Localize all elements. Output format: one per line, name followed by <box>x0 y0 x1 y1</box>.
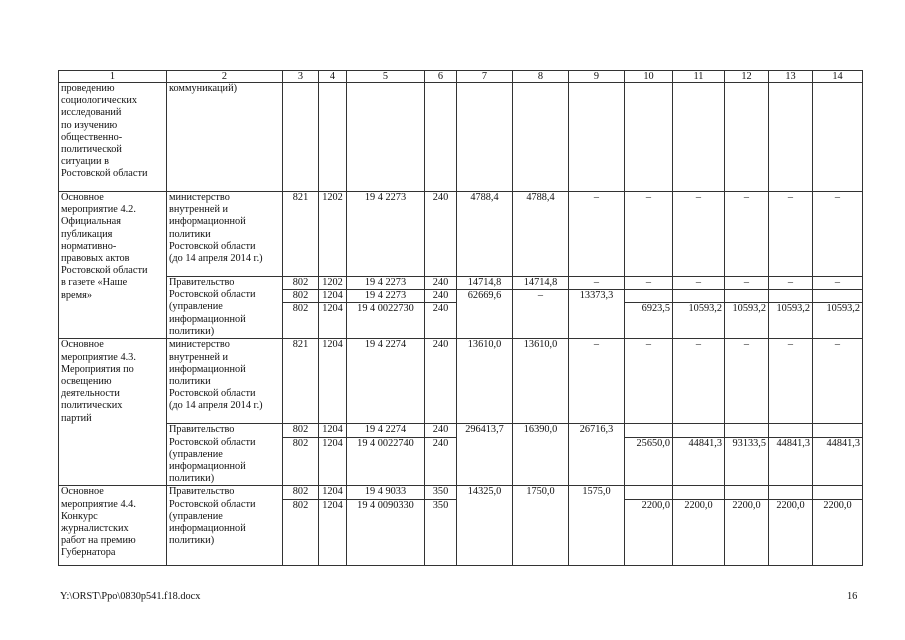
rzpr-cell: 1204 <box>319 290 347 303</box>
value-cell: 14325,0 <box>457 486 513 565</box>
value-cell: 10593,2 <box>813 303 863 339</box>
grbs-cell: 802 <box>283 486 319 499</box>
header-cell: 3 <box>283 71 319 83</box>
value-cell: – <box>813 339 863 424</box>
table-row <box>59 486 863 499</box>
header-row <box>59 71 863 83</box>
value-cell: 2200,0 <box>625 499 673 565</box>
vr-cell: 350 <box>425 486 457 499</box>
grbs-cell: 802 <box>283 290 319 303</box>
value-cell: 1575,0 <box>569 486 625 565</box>
value-cell: 13610,0 <box>457 339 513 424</box>
value-cell: – <box>769 339 813 424</box>
csr-cell: 19 4 2273 <box>347 192 425 277</box>
grbs-cell: 802 <box>283 424 319 437</box>
header-cell: 13 <box>769 71 813 83</box>
value-cell: 13610,0 <box>513 339 569 424</box>
rzpr-cell: 1204 <box>319 437 347 486</box>
value-cell: 44841,3 <box>769 437 813 486</box>
value-cell: – <box>673 192 725 277</box>
csr-cell: 19 4 0090330 <box>347 499 425 565</box>
value-cell: 2200,0 <box>813 499 863 565</box>
value-cell: 4788,4 <box>513 192 569 277</box>
value-cell: 44841,3 <box>813 437 863 486</box>
grbs-cell: 821 <box>283 192 319 277</box>
rzpr-cell: 1204 <box>319 486 347 499</box>
grbs-cell: 802 <box>283 499 319 565</box>
value-cell: – <box>569 277 625 290</box>
value-cell: 1750,0 <box>513 486 569 565</box>
csr-cell: 19 4 2274 <box>347 424 425 437</box>
executor: коммуникаций) <box>167 83 283 192</box>
header-cell: 2 <box>167 71 283 83</box>
csr-cell: 19 4 2273 <box>347 290 425 303</box>
vr-cell: 240 <box>425 303 457 339</box>
value-cell: – <box>813 192 863 277</box>
vr-cell: 240 <box>425 192 457 277</box>
value-cell: 2200,0 <box>769 499 813 565</box>
table-row <box>59 277 863 290</box>
value-cell: 13373,3 <box>569 290 625 339</box>
value-cell: – <box>813 277 863 290</box>
value-cell: – <box>769 192 813 277</box>
header-cell: 6 <box>425 71 457 83</box>
grbs-cell: 802 <box>283 437 319 486</box>
rzpr-cell: 1202 <box>319 277 347 290</box>
vr-cell: 240 <box>425 339 457 424</box>
activity-name: Основное мероприятие 4.4. Конкурс журналистских работ на премию Губернатора <box>59 486 167 565</box>
value-cell: – <box>513 290 569 339</box>
value-cell: 6923,5 <box>625 303 673 339</box>
value-cell: 10593,2 <box>725 303 769 339</box>
grbs-cell: 821 <box>283 339 319 424</box>
activity-name: Основное мероприятие 4.3. Мероприятия по освещению деятельности политических партий <box>59 339 167 486</box>
header-cell: 9 <box>569 71 625 83</box>
value-cell: – <box>673 339 725 424</box>
value-cell: 2200,0 <box>673 499 725 565</box>
file-path: Y:\ORST\Ppo\0830p541.f18.docx <box>60 591 201 602</box>
header-cell: 14 <box>813 71 863 83</box>
csr-cell: 19 4 0022730 <box>347 303 425 339</box>
value-cell: 25650,0 <box>625 437 673 486</box>
grbs-cell: 802 <box>283 277 319 290</box>
header-cell: 12 <box>725 71 769 83</box>
value-cell: 16390,0 <box>513 424 569 486</box>
header-cell: 7 <box>457 71 513 83</box>
rzpr-cell: 1204 <box>319 303 347 339</box>
header-cell: 4 <box>319 71 347 83</box>
table-row <box>59 83 863 192</box>
vr-cell: 240 <box>425 290 457 303</box>
value-cell: 14714,8 <box>457 277 513 290</box>
value-cell: 26716,3 <box>569 424 625 486</box>
table-row <box>59 424 863 437</box>
value-cell: – <box>725 339 769 424</box>
executor: Правительство Ростовской области (управление информационной политики) <box>167 277 283 339</box>
value-cell: 4788,4 <box>457 192 513 277</box>
executor: министерство внутренней и информационной политики Ростовской области (до 14 апреля 2014 г.) <box>167 339 283 424</box>
value-cell: 10593,2 <box>673 303 725 339</box>
table-row <box>59 192 863 277</box>
value-cell: – <box>673 277 725 290</box>
value-cell: – <box>569 339 625 424</box>
executor: министерство внутренней и информационной политики Ростовской области (до 14 апреля 2014 г.) <box>167 192 283 277</box>
vr-cell: 240 <box>425 424 457 437</box>
csr-cell: 19 4 0022740 <box>347 437 425 486</box>
executor: Правительство Ростовской области (управление информационной политики) <box>167 486 283 565</box>
program-table <box>58 70 863 566</box>
value-cell: – <box>625 192 673 277</box>
value-cell: 93133,5 <box>725 437 769 486</box>
header-cell: 8 <box>513 71 569 83</box>
header-cell: 11 <box>673 71 725 83</box>
value-cell: – <box>625 339 673 424</box>
value-cell: 2200,0 <box>725 499 769 565</box>
vr-cell: 350 <box>425 499 457 565</box>
csr-cell: 19 4 2274 <box>347 339 425 424</box>
rzpr-cell: 1204 <box>319 424 347 437</box>
activity-name: Основное мероприятие 4.2. Официальная публикация нормативно- правовых актов Ростовской области в газете «Наше время» <box>59 192 167 339</box>
value-cell: – <box>625 277 673 290</box>
page-number: 16 <box>847 591 858 602</box>
value-cell: – <box>725 192 769 277</box>
csr-cell: 19 4 9033 <box>347 486 425 499</box>
csr-cell: 19 4 2273 <box>347 277 425 290</box>
value-cell: 14714,8 <box>513 277 569 290</box>
value-cell: 44841,3 <box>673 437 725 486</box>
header-cell: 1 <box>59 71 167 83</box>
vr-cell: 240 <box>425 437 457 486</box>
header-cell: 10 <box>625 71 673 83</box>
value-cell: 62669,6 <box>457 290 513 339</box>
table-row <box>59 339 863 424</box>
value-cell: – <box>725 277 769 290</box>
grbs-cell: 802 <box>283 303 319 339</box>
value-cell: 296413,7 <box>457 424 513 486</box>
executor: Правительство Ростовской области (управление информационной политики) <box>167 424 283 486</box>
vr-cell: 240 <box>425 277 457 290</box>
rzpr-cell: 1204 <box>319 499 347 565</box>
value-cell: – <box>769 277 813 290</box>
header-cell: 5 <box>347 71 425 83</box>
value-cell: – <box>569 192 625 277</box>
value-cell: 10593,2 <box>769 303 813 339</box>
activity-name: проведению социологических исследований по изучению общественно- политической ситуации в Ростовской области <box>59 83 167 192</box>
rzpr-cell: 1204 <box>319 339 347 424</box>
rzpr-cell: 1202 <box>319 192 347 277</box>
